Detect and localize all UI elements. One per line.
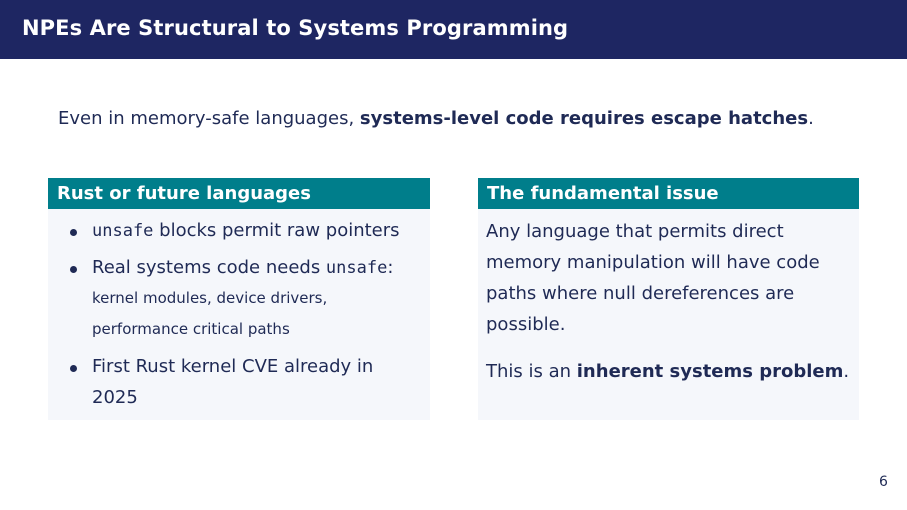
closing-statement: This is an inherent systems problem. <box>486 361 850 382</box>
paragraph-line-4: possible. <box>486 314 566 335</box>
page-number: 6 <box>879 474 888 490</box>
closing-emphasis: inherent systems problem <box>576 361 844 382</box>
intro-emphasis: systems-level code requires escape hatches <box>359 108 809 129</box>
slide-title: NPEs Are Structural to Systems Programming <box>22 16 569 40</box>
bullet-2-subline-2: performance critical paths <box>92 320 290 338</box>
right-block <box>478 178 859 420</box>
paragraph-line-3: paths where null dereferences are <box>486 283 795 304</box>
intro-suffix: . <box>808 108 814 129</box>
right-block-heading: The fundamental issue <box>478 178 859 209</box>
bullet-3-line-1: First Rust kernel CVE already in <box>92 356 374 377</box>
paragraph-line-2: memory manipulation will have code <box>486 252 820 273</box>
left-block <box>48 178 430 420</box>
inline-code: unsafe <box>92 221 154 241</box>
title-bar <box>0 0 907 59</box>
bullet-2-text: Real systems code needs unsafe: <box>92 257 394 278</box>
intro-prefix: Even in memory-safe languages, <box>58 108 360 129</box>
bullet-2-subline-1: kernel modules, device drivers, <box>92 289 328 307</box>
bullet-dot <box>70 365 77 372</box>
inline-code: unsafe <box>325 258 388 278</box>
bullet-3-line-2: 2025 <box>92 387 138 408</box>
bullet-dot <box>70 229 77 236</box>
intro-statement <box>58 108 814 129</box>
paragraph-line-1: Any language that permits direct <box>486 221 784 242</box>
bullet-1-text: unsafe blocks permit raw pointers <box>92 220 400 241</box>
left-block-heading: Rust or future languages <box>48 178 430 209</box>
bullet-dot <box>70 266 77 273</box>
